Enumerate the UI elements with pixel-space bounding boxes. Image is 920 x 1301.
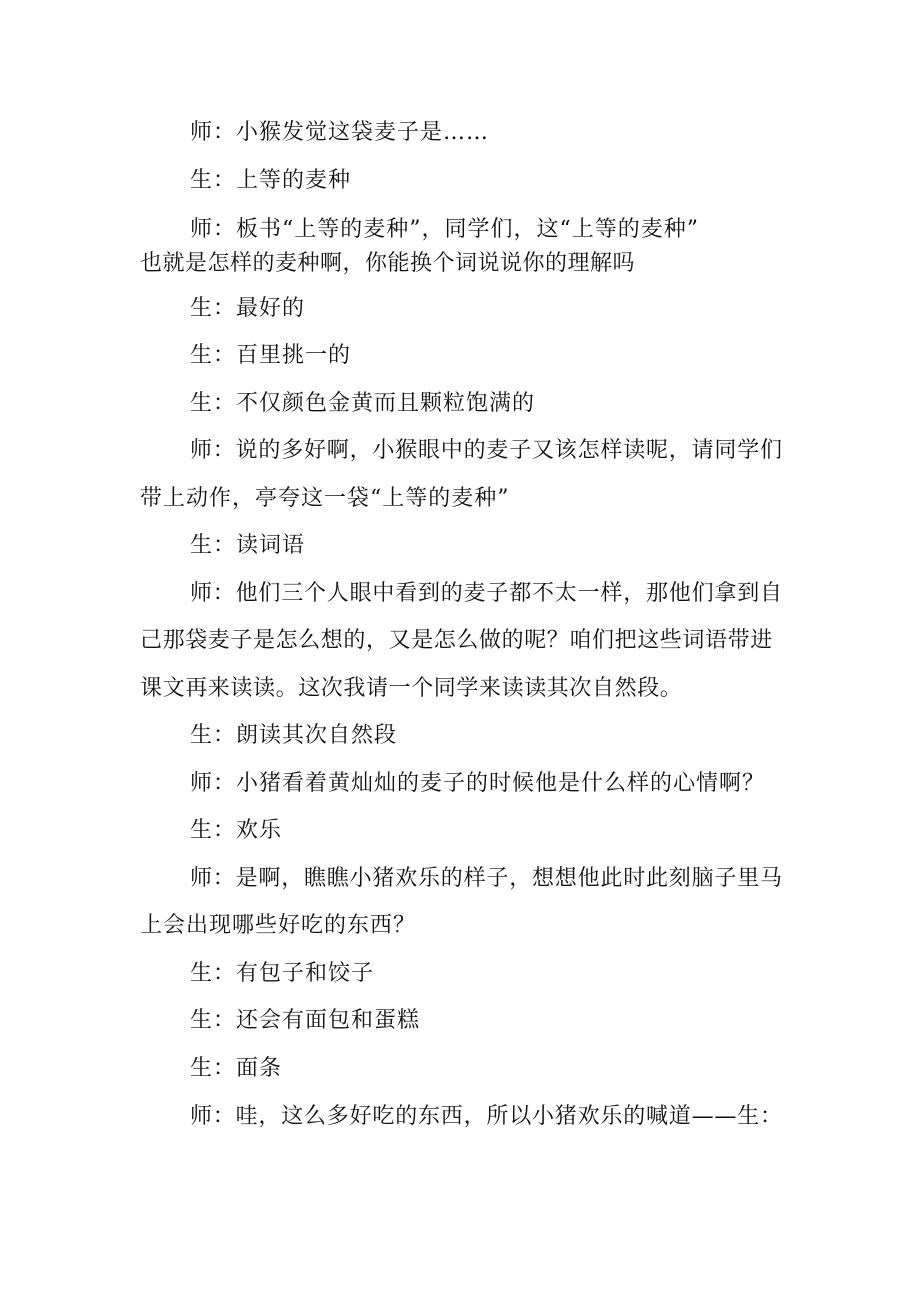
text-line: 生：面条 [190, 1056, 283, 1081]
text-line: 师：小猪看着黄灿灿的麦子的时候他是什么样的心情啊？ [190, 771, 766, 796]
text-line: 生：不仅颜色金黄而且颗粒饱满的 [190, 391, 536, 416]
text-line: 生：有包子和饺子 [190, 961, 375, 986]
text-line: 生：百里挑一的 [190, 343, 352, 368]
text-line: 己那袋麦子是怎么想的，又是怎么做的呢？咱们把这些词语带进 [140, 628, 773, 653]
text-line: 师：说的多好啊，小猴眼中的麦子又该怎样读呢，请同学们 [190, 438, 783, 463]
text-line: 师：是啊，瞧瞧小猪欢乐的样子，想想他此时此刻脑子里马 [190, 866, 783, 891]
text-line: 课文再来读读。这次我请一个同学来读读其次自然段。 [140, 676, 683, 701]
text-line: 生：上等的麦种 [190, 168, 352, 193]
text-line: 也就是怎样的麦种啊，你能换个词说说你的理解吗 [140, 251, 636, 276]
text-line: 师：板书“上等的麦种”，同学们，这“上等的麦种” [190, 217, 699, 242]
text-line: 师：小猴发觉这袋麦子是…… [190, 120, 490, 145]
text-line: 生：读词语 [190, 533, 306, 558]
text-line: 生：欢乐 [190, 818, 283, 843]
text-line: 生：最好的 [190, 296, 306, 321]
text-line: 生：还会有面包和蛋糕 [190, 1008, 421, 1033]
text-line: 师：哇，这么多好吃的东西，所以小猪欢乐的喊道——生： [190, 1104, 783, 1129]
text-line: 上会出现哪些好吃的东西？ [140, 913, 417, 938]
text-line: 生：朗读其次自然段 [190, 723, 398, 748]
text-line: 带上动作，亭夸这一袋“上等的麦种” [140, 486, 510, 511]
text-line: 师：他们三个人眼中看到的麦子都不太一样，那他们拿到自 [190, 581, 783, 606]
